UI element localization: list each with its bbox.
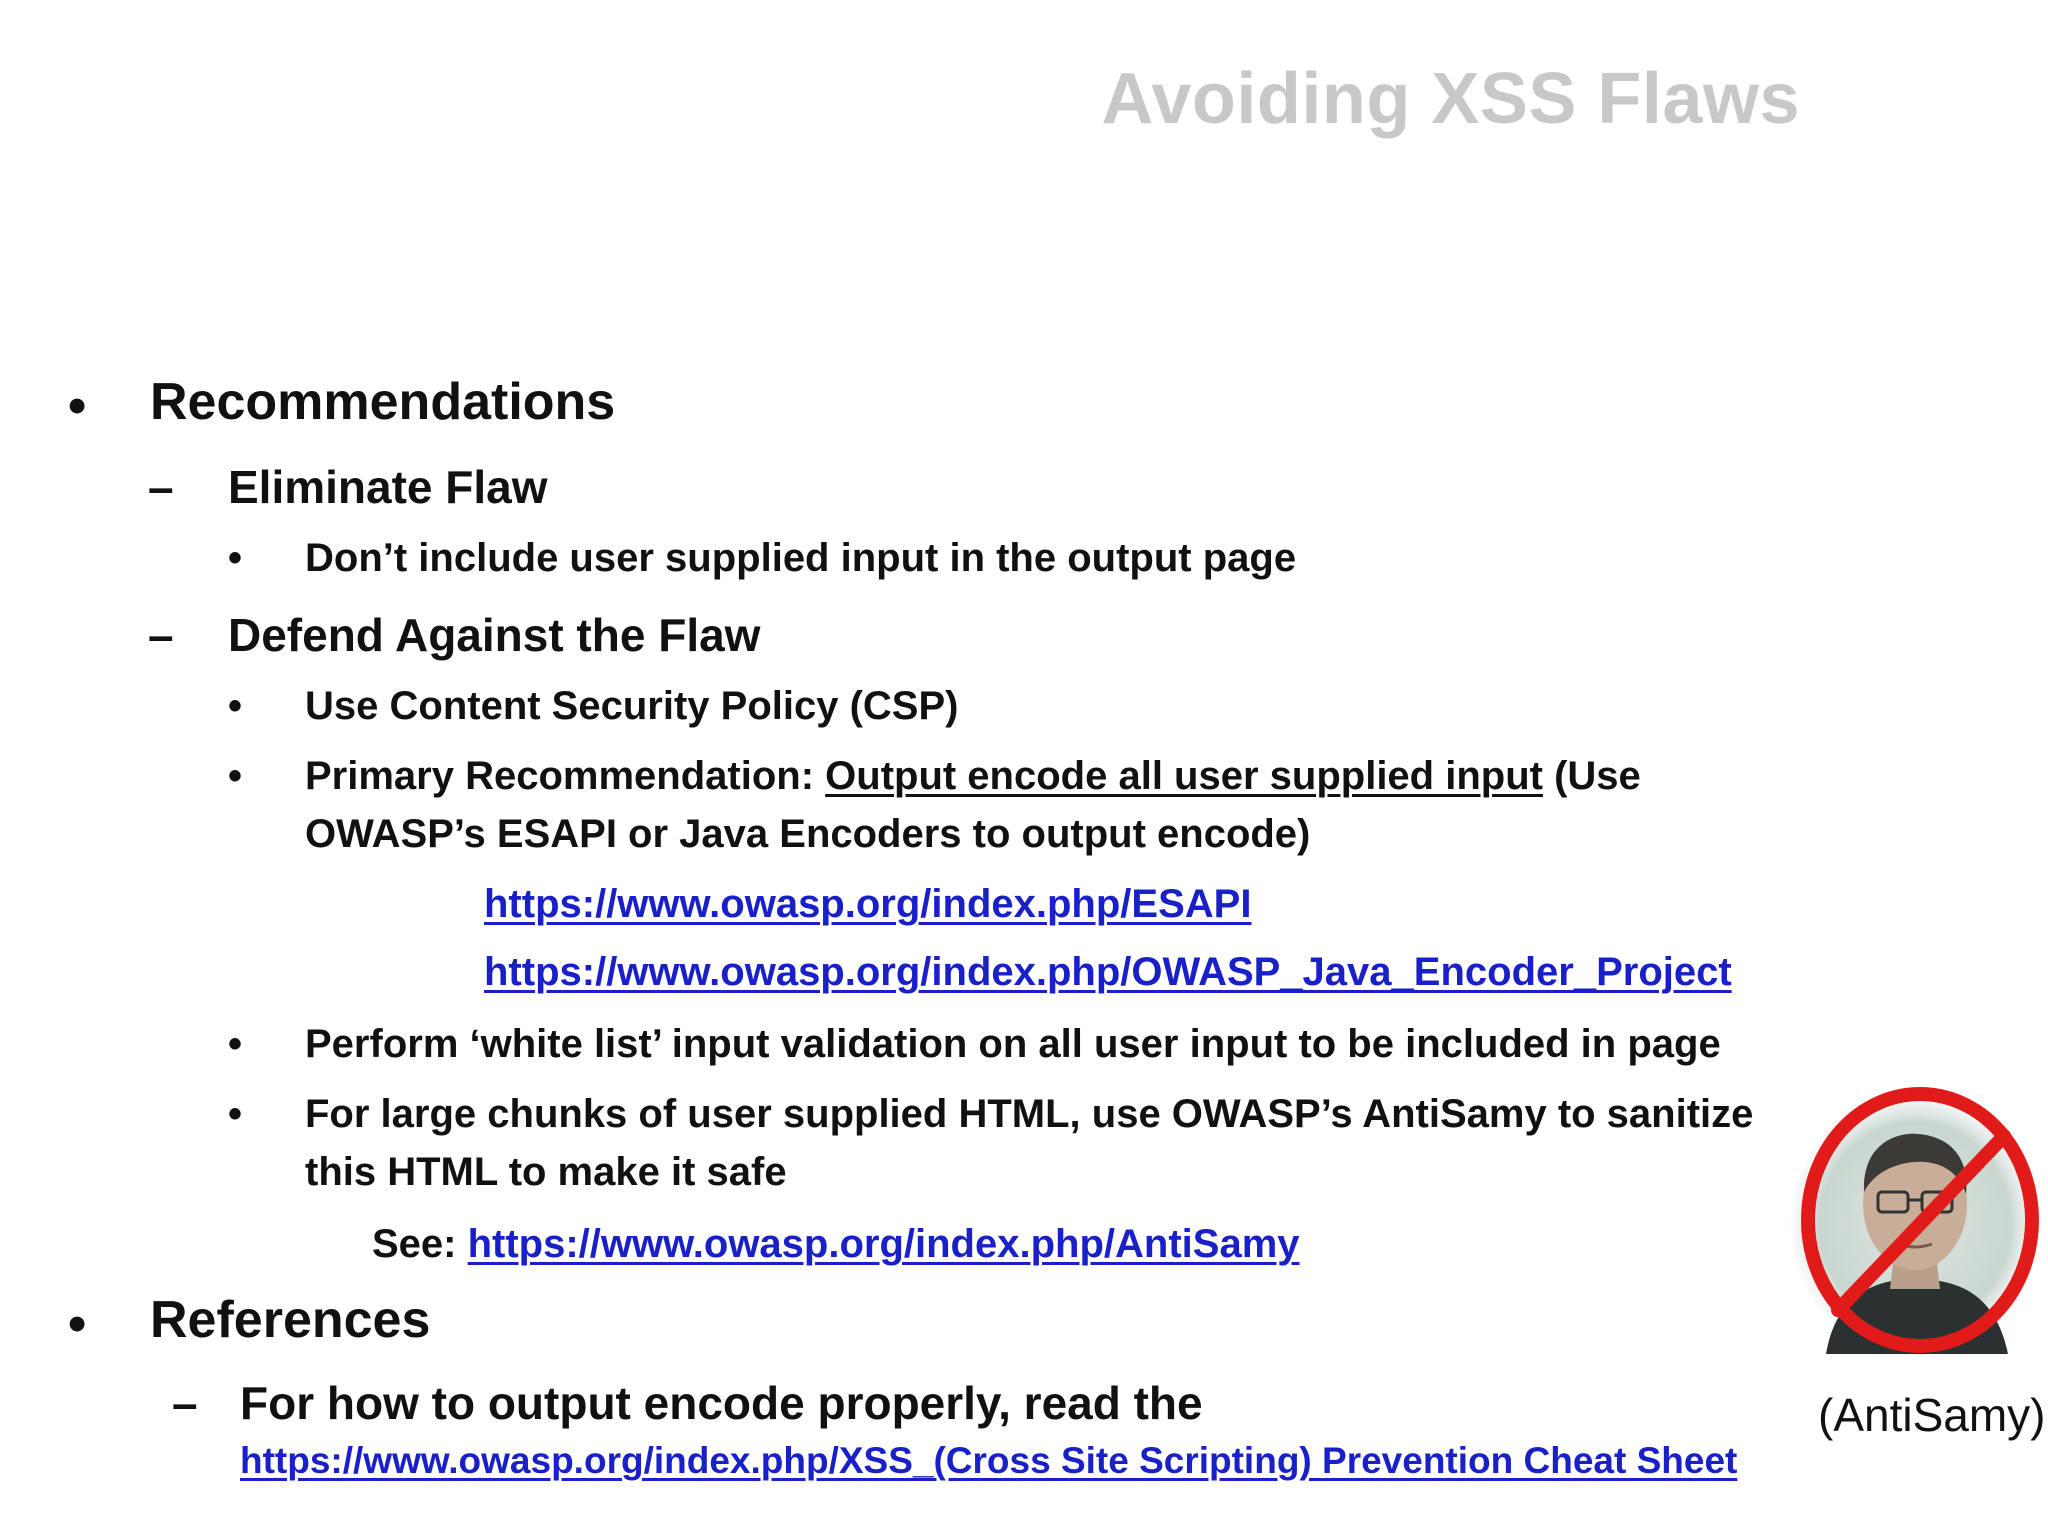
bullet-dot: • [68, 1295, 87, 1353]
antisamy-caption: (AntiSamy) [1818, 1389, 2046, 1441]
esapi-link-row [484, 882, 1251, 927]
cheat-sheet-link-row [240, 1440, 1737, 1482]
primary-recommendation-line2: OWASP’s ESAPI or Java Encoders to output encode) [305, 812, 1311, 856]
references-item: For how to output encode properly, read the [240, 1377, 1203, 1429]
cheat-sheet-link[interactable]: https://www.owasp.org/index.php/XSS_(Cross Site Scripting) Prevention Cheat Sheet [240, 1440, 1738, 1481]
java-encoder-link[interactable]: https://www.owasp.org/index.php/OWASP_Java_Encoder_Project [484, 950, 1732, 994]
eliminate-flaw-item: Don’t include user supplied input in the output page [305, 536, 1297, 580]
bullet-dot: • [228, 1022, 243, 1066]
bullet-dash: – [172, 1377, 198, 1429]
references-heading: References [150, 1291, 431, 1349]
bullet-dot: • [228, 754, 243, 798]
primary-underlined: Output encode all user supplied input [825, 754, 1543, 798]
primary-prefix: Primary Recommendation: [305, 754, 826, 798]
java-encoder-link-row [484, 950, 1732, 995]
antisamy-link[interactable]: https://www.owasp.org/index.php/AntiSamy [467, 1222, 1300, 1266]
bullet-dot: • [228, 536, 243, 580]
primary-suffix: (Use [1542, 754, 1641, 798]
defend-flaw-heading: Defend Against the Flaw [228, 609, 761, 661]
bullet-dot: • [228, 684, 243, 728]
esapi-link[interactable]: https://www.owasp.org/index.php/ESAPI [484, 882, 1252, 926]
see-antisamy-row [372, 1222, 1300, 1267]
recommendations-heading: Recommendations [150, 373, 616, 431]
bullet-dash: – [148, 461, 174, 513]
antisamy-item-line1: For large chunks of user supplied HTML, use OWASP’s AntiSamy to sanitize [305, 1092, 1754, 1136]
eliminate-flaw-heading: Eliminate Flaw [228, 461, 548, 513]
csp-item: Use Content Security Policy (CSP) [305, 684, 959, 728]
bullet-dash: – [148, 609, 174, 661]
primary-recommendation-line1 [305, 754, 1641, 799]
antisamy-prohibited-portrait-icon [1786, 1084, 2044, 1362]
bullet-dot: • [228, 1092, 243, 1136]
antisamy-item-line2: this HTML to make it safe [305, 1150, 787, 1194]
see-label: See: [372, 1222, 468, 1266]
bullet-dot: • [68, 377, 87, 435]
slide-title: Avoiding XSS Flaws [1101, 59, 1800, 139]
whitelist-item: Perform ‘white list’ input validation on all user input to be included in page [305, 1022, 1721, 1066]
